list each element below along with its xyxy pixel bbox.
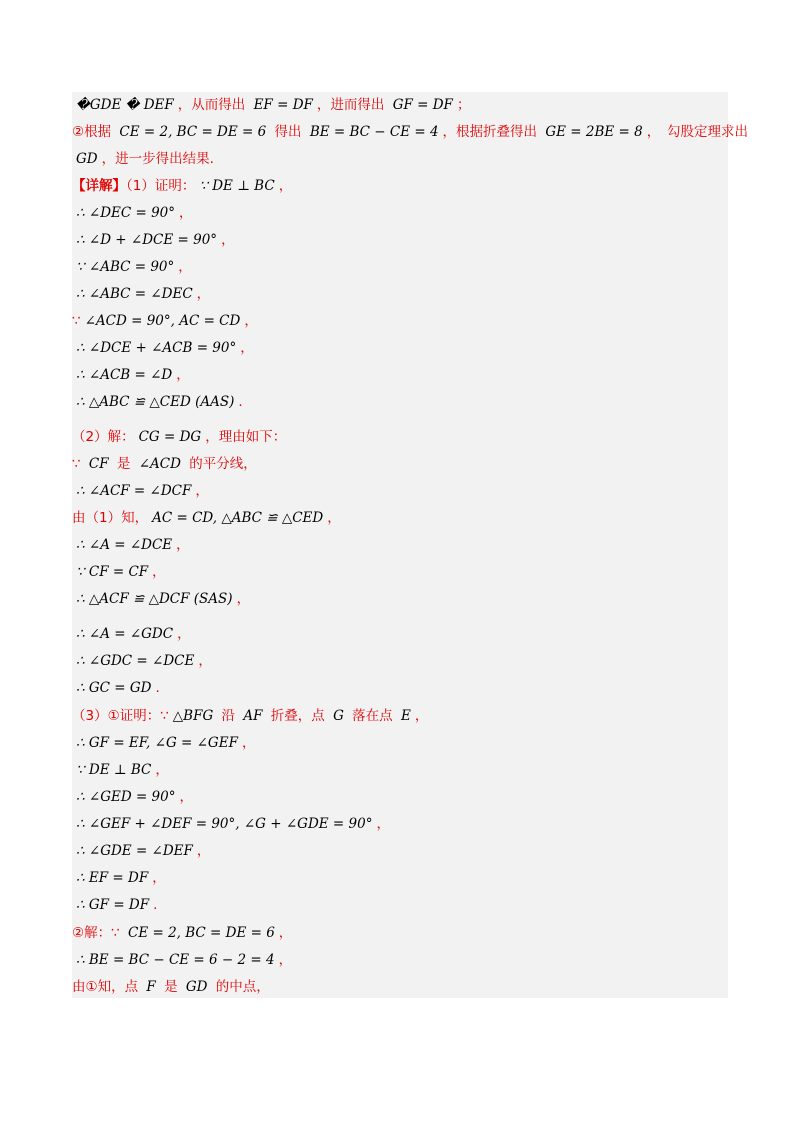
math-expression: GD [185,979,208,995]
chinese-text: 沿 [217,708,240,724]
math-expression: ∴ ∠GEF + ∠DEF = 90°, ∠G + ∠GDE = 90° [76,816,373,832]
text-line [72,281,210,307]
text-line [72,451,257,477]
math-expression: GF = DF [392,97,453,113]
text-line [72,92,470,118]
math-expression: ∴ △ABC ≌ △CED (AAS) [76,394,235,410]
math-expression: ∴ ∠A = ∠DCE [76,537,173,553]
math-expression: AC = CD, △ABC ≌ △CED [152,510,324,526]
math-expression: ∴ ∠ACF = ∠DCF [76,483,192,499]
chinese-text: . [153,897,158,913]
text-line [72,621,191,647]
math-expression: GE = 2BE = 8 [545,124,643,140]
text-line [72,947,292,973]
chinese-text: ， [155,762,169,778]
text-line [72,586,250,612]
chinese-text: ， [221,232,235,248]
chinese-text: ，根据折叠得出 [442,124,542,140]
math-expression: ∴ ∠D + ∠DCE = 90° [76,232,218,248]
chinese-text: . [155,680,160,696]
math-expression: ∴ ∠ACB = ∠D [76,367,173,383]
math-expression: ∴ ∠ABC = ∠DEC [76,286,193,302]
text-line [72,389,243,415]
chinese-text: ， [244,313,258,329]
text-line [72,335,254,361]
chinese-text: ∵ [72,313,81,329]
text-line [72,703,428,729]
chinese-text: ， [241,735,256,751]
chinese-text: . [238,394,243,410]
math-expression: F [146,979,156,995]
text-line [72,362,190,388]
chinese-text: ， [179,205,193,221]
math-expression: ∴ GF = DF [76,897,150,913]
text-line [72,308,258,334]
text-line [72,675,160,701]
chinese-text: ， [236,591,251,607]
math-expression: ∵ DE ⊥ BC [199,178,275,194]
text-line [72,730,255,756]
text-line [72,648,212,674]
chinese-text: 由①知，点 [72,979,143,995]
math-expression: ∴ ∠A = ∠GDC [76,626,174,642]
chinese-text: ，从而得出 [177,97,250,113]
text-line [72,227,235,253]
math-expression: BE = BC − CE = 4 [309,124,439,140]
math-expression: CE = 2, BC = DE = 6 [119,124,267,140]
text-line [72,200,193,226]
text-line [72,784,193,810]
math-expression: ∴ GF = EF, ∠G = ∠GEF [76,735,238,751]
chinese-text: 的平分线， [184,456,257,472]
chinese-text: ， [278,952,293,968]
text-line [72,424,286,450]
math-expression: ∴ ∠GED = 90° [76,789,176,805]
chinese-text: 得出 [270,124,306,140]
math-expression: ∴ GC = GD [76,680,152,696]
math-expression: ∵ DE ⊥ BC [76,762,152,778]
chinese-text: 落在点 [347,708,397,724]
math-expression: CG = DG [138,429,202,445]
math-expression: E [400,708,411,724]
chinese-text: ， [177,626,191,642]
chinese-text: ， [195,483,209,499]
math-expression: CE = 2, BC = DE = 6 [127,925,275,941]
math-expression: ∴ ∠DEC = 90° [76,205,176,221]
math-expression: ∵ ∠ABC = 90° [76,259,175,275]
chinese-text: 是 [112,456,135,472]
text-line [72,892,157,918]
math-expression: CF [88,456,109,472]
chinese-text: ， [178,259,192,275]
text-line [72,757,169,783]
text-line [72,173,292,199]
chinese-text: （2）解： [72,429,135,445]
text-line [72,974,270,1000]
chinese-text: ∵ [72,456,85,472]
chinese-text: 【详解】 [72,178,126,194]
chinese-text: （3）①证明：∵ [72,708,169,724]
math-expression: AF [243,708,263,724]
math-expression: △BFG [172,708,214,724]
text-line [72,532,190,558]
chinese-text: ， [278,178,293,194]
chinese-text: 由（1）知， [72,510,149,526]
chinese-text: （1）证明： [126,178,196,194]
text-line [72,811,390,837]
chinese-text: ， 勾股定理求出 [646,124,748,140]
text-line [72,146,214,172]
chinese-text: ， [278,925,293,941]
chinese-text: ， [414,708,429,724]
chinese-text: ； [456,97,471,113]
math-expression: ∠ACD [138,456,181,472]
text-line [72,559,166,585]
math-expression: ∴ ∠GDE = ∠DEF [76,843,193,859]
chinese-text: ， [196,286,211,302]
chinese-text: ， [327,510,341,526]
chinese-text: ，进一步得出结果. [101,151,214,167]
math-expression: �GDE � DEF [76,97,174,113]
chinese-text: ②根据 [72,124,116,140]
math-expression: EF = DF [253,97,313,113]
chinese-text: ， [240,340,254,356]
chinese-text: ，进而得出 [316,97,389,113]
chinese-text: ， [376,816,390,832]
chinese-text: ，理由如下： [205,429,287,445]
chinese-text: ， [152,870,166,886]
math-expression: ∴ BE = BC − CE = 6 − 2 = 4 [76,952,275,968]
chinese-text: 折叠，点 [266,708,330,724]
math-expression: G [333,708,344,724]
text-line [72,254,192,280]
chinese-text: ， [176,537,190,553]
chinese-text: ②解：∵ [72,925,124,941]
text-line [72,119,748,145]
text-line [72,838,210,864]
math-expression: ∵ CF = CF [76,564,149,580]
math-expression: ∠ACD = 90°, AC = CD [84,313,241,329]
chinese-text: 是 [159,979,182,995]
chinese-text: ， [176,367,190,383]
text-line [72,920,292,946]
chinese-text: ， [152,564,166,580]
text-line [72,505,341,531]
chinese-text: ， [198,653,212,669]
math-expression: ∴ EF = DF [76,870,149,886]
text-line [72,478,209,504]
math-expression: ∴ △ACF ≌ △DCF (SAS) [76,591,233,607]
math-expression: ∴ ∠GDC = ∠DCE [76,653,195,669]
text-line [72,865,166,891]
chinese-text: 的中点， [211,979,270,995]
math-expression: ∴ ∠DCE + ∠ACB = 90° [76,340,237,356]
math-expression: GD [76,151,98,167]
chinese-text: ， [179,789,193,805]
chinese-text: ， [196,843,211,859]
